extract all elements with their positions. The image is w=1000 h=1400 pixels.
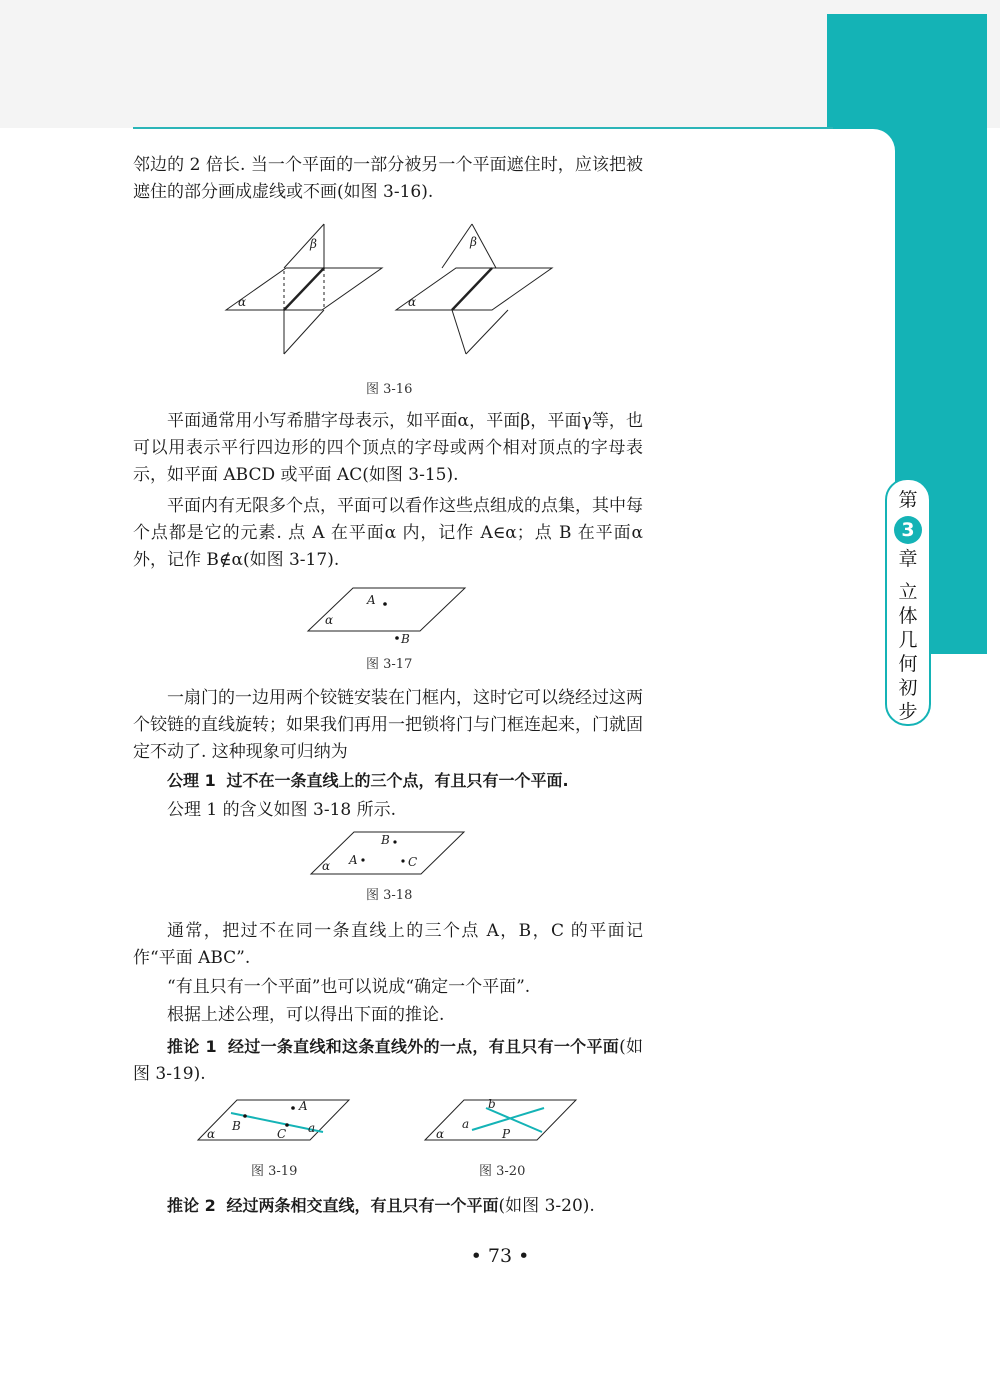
corollary-2: 推论 2 经过两条相交直线，有且只有一个平面(如图 3-20). [167, 1196, 595, 1216]
chapter-side-tab[interactable] [885, 478, 931, 726]
fig318-C: C [408, 855, 418, 869]
caption-3-20: 图 3-20 [479, 1164, 526, 1179]
fig320-b: b [488, 1097, 496, 1111]
paragraph-8: 根据上述公理，可以得出下面的推论. [167, 1005, 445, 1025]
fig319-C: C [277, 1127, 287, 1141]
fig318-A: A [349, 853, 358, 867]
figure-3-19 [195, 1098, 355, 1144]
caption-3-19: 图 3-19 [251, 1164, 298, 1179]
axiom-1: 公理 1 过不在一条直线上的三个点，有且只有一个平面. [167, 771, 569, 790]
fig319-a: a [308, 1121, 316, 1135]
page-body [760, 129, 895, 1400]
fig319-alpha: α [207, 1127, 216, 1141]
fig320-a: a [462, 1117, 470, 1131]
paragraph-3: 平面内有无限多个点，平面可以看作这些点组成的点集，其中每个点都是它的元素. 点 A 在平面α 内，记作 A∈α；点 B 在平面α 外，记作 B∉α(如图 3-17). [133, 496, 643, 570]
fig317-alpha: α [325, 613, 334, 627]
chapter-number-badge: 3 [894, 516, 922, 544]
paragraph-6: 通常，把过不在同一条直线上的三个点 A，B，C 的平面记作“平面 ABC”. [133, 921, 643, 968]
fig319-B: B [232, 1119, 241, 1133]
paragraph-4: 一扇门的一边用两个铰链安装在门框内，这时它可以绕经过这两个铰链的直线旋转；如果我们再用一把锁将门与门框连起来，门就固定不动了. 这种现象可归纳为 [133, 688, 643, 762]
chapter-title: 立 体 几 何 初 步 [898, 581, 918, 723]
fig316-alpha-left: α [238, 295, 247, 309]
paragraph-7: “有且只有一个平面”也可以说成“确定一个平面”. [167, 977, 531, 997]
figure-3-20 [422, 1098, 582, 1144]
caption-3-18: 图 3-18 [366, 888, 413, 903]
figure-3-18 [308, 830, 468, 878]
paragraph-5: 公理 1 的含义如图 3-18 所示. [167, 800, 397, 820]
fig317-B: B [401, 632, 410, 646]
fig316-beta-right: β [470, 235, 477, 249]
fig320-alpha: α [436, 1127, 445, 1141]
fig318-B: B [381, 833, 390, 847]
page-number: • 73 • [470, 1245, 530, 1267]
header-rule [133, 127, 833, 129]
figure-3-17 [305, 586, 475, 648]
paragraph-1: 邻边的 2 倍长. 当一个平面的一部分被另一个平面遮住时，应该把被遮住的部分画成虚线或不画(如图 3-16). [133, 155, 643, 202]
fig318-alpha: α [322, 859, 331, 873]
chapter-suffix: 章 [898, 548, 918, 570]
figure-3-16 [220, 222, 560, 362]
fig317-A: A [367, 593, 376, 607]
fig320-P: P [502, 1127, 511, 1141]
fig316-beta-left: β [310, 237, 317, 251]
paragraph-2: 平面通常用小写希腊字母表示，如平面α，平面β，平面γ等，也可以用表示平行四边形的四个顶点的字母或两个相对顶点的字母表示，如平面 ABCD 或平面 AC(如图 3-15). [133, 411, 643, 485]
corollary-1: 推论 1 经过一条直线和这条直线外的一点，有且只有一个平面(如图 3-19). [133, 1037, 643, 1084]
fig319-A: A [299, 1099, 308, 1113]
fig316-alpha-right: α [408, 295, 417, 309]
chapter-prefix: 第 [898, 489, 918, 511]
caption-3-17: 图 3-17 [366, 657, 413, 672]
caption-3-16: 图 3-16 [366, 382, 413, 397]
